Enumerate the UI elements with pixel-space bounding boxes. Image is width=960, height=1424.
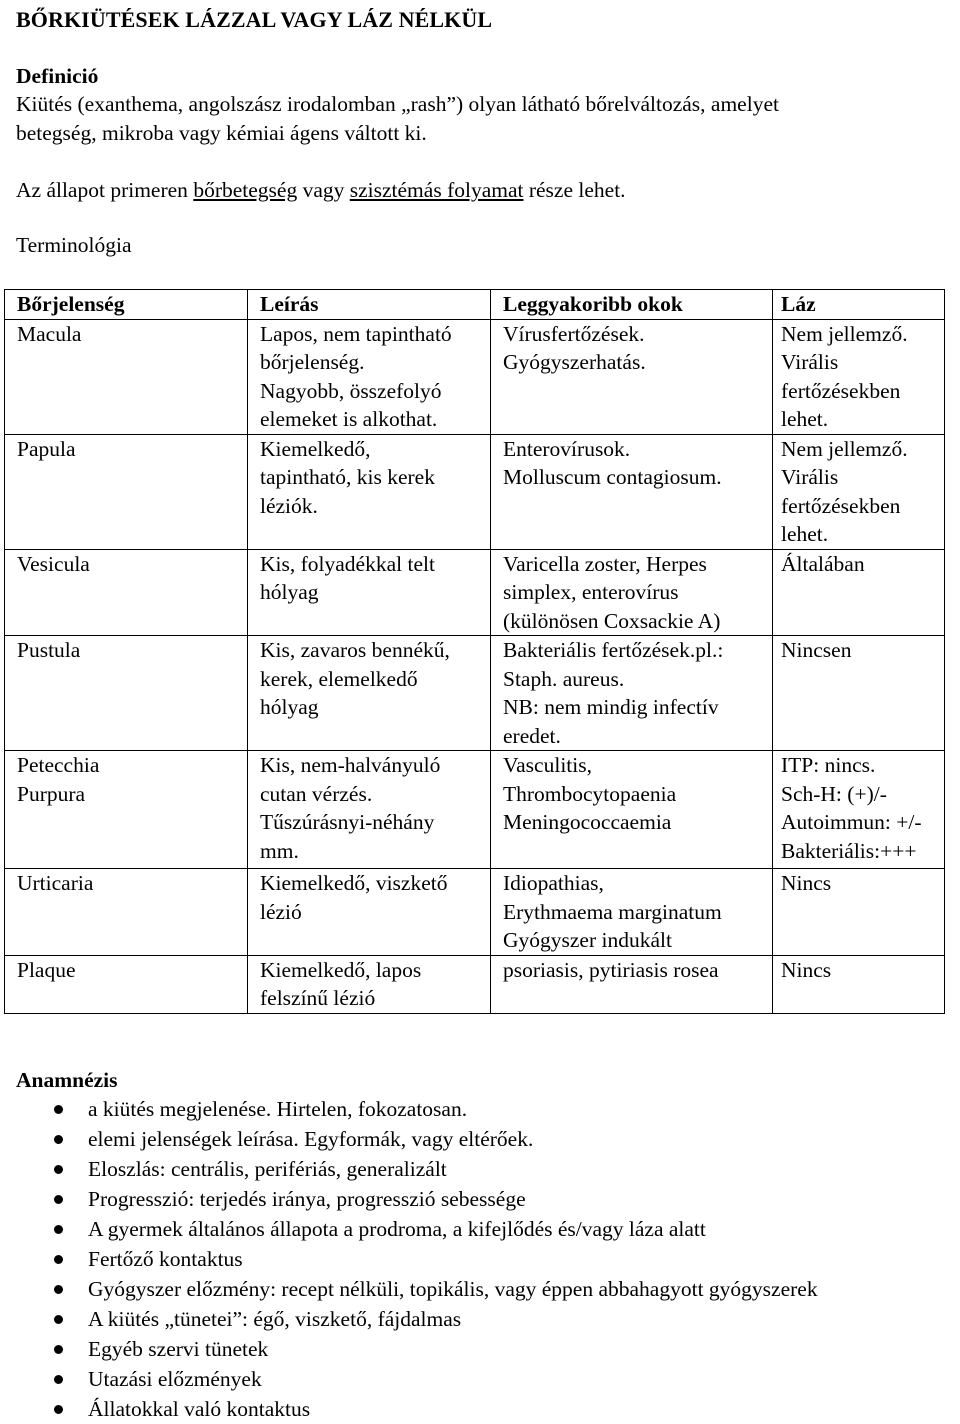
table-row bbox=[5, 549, 945, 636]
list-item bbox=[16, 1184, 818, 1214]
cell-line: Nincsen bbox=[781, 638, 852, 662]
definition-heading: Definició bbox=[16, 64, 99, 88]
table-cell-causes bbox=[491, 549, 773, 636]
cell-line: NB: nem mindig infectív bbox=[503, 695, 719, 719]
header-cell: Láz bbox=[773, 290, 945, 320]
terminology-table bbox=[4, 289, 945, 1014]
cell-line: Vasculitis, bbox=[503, 753, 592, 777]
cell-line: mm. bbox=[260, 838, 299, 863]
cell-line: Urticaria bbox=[17, 871, 94, 895]
cell-line: léziók. bbox=[260, 493, 318, 518]
cell-line: cutan vérzés. bbox=[260, 781, 373, 806]
cell-line: ITP: nincs. bbox=[781, 753, 876, 777]
bullet-icon bbox=[54, 1285, 63, 1294]
cell-line: Kiemelkedő, lapos bbox=[260, 957, 422, 982]
table-row bbox=[5, 955, 945, 1013]
table-cell-name bbox=[5, 636, 248, 751]
cell-line: Bakteriális fertőzések.pl.: bbox=[503, 638, 724, 662]
state-text-mid: vagy bbox=[297, 178, 350, 202]
bullet-icon bbox=[54, 1165, 63, 1174]
cell-line: Kiemelkedő, bbox=[260, 436, 371, 461]
cell-line: Lapos, nem tapintható bbox=[260, 321, 452, 346]
table-row bbox=[5, 636, 945, 751]
header-cell: Bőrjelenség bbox=[5, 290, 248, 320]
cell-line: Nem jellemző. bbox=[781, 436, 908, 461]
table-cell-name bbox=[5, 869, 248, 956]
cell-line: hólyag bbox=[260, 695, 319, 719]
list-item-text: A kiütés „tünetei”: égő, viszkető, fájdalmas bbox=[88, 1307, 462, 1331]
list-item-text: a kiütés megjelenése. Hirtelen, fokozatosan. bbox=[88, 1097, 468, 1121]
table-cell-fever bbox=[773, 636, 945, 751]
cell-line: psoriasis, pytiriasis rosea bbox=[503, 957, 719, 982]
list-item bbox=[16, 1214, 818, 1244]
cell-line: fertőzésekben bbox=[781, 493, 901, 518]
list-item-text: Eloszlás: centrális, perifériás, generalizált bbox=[88, 1157, 447, 1181]
cell-line: Nincs bbox=[781, 957, 832, 982]
list-item bbox=[16, 1094, 818, 1124]
terminology-heading: Terminológia bbox=[16, 233, 132, 257]
list-item bbox=[16, 1244, 818, 1274]
table-row bbox=[5, 434, 945, 549]
cell-line: Macula bbox=[17, 321, 82, 346]
table-cell-desc bbox=[248, 319, 491, 434]
cell-line: Meningococcaemia bbox=[503, 810, 672, 834]
state-sentence bbox=[16, 176, 626, 205]
list-item bbox=[16, 1364, 818, 1394]
cell-line: lézió bbox=[260, 899, 302, 924]
cell-line: Purpura bbox=[17, 781, 86, 806]
cell-line: Nagyobb, összefolyó bbox=[260, 378, 442, 403]
cell-line: Virális bbox=[781, 350, 839, 374]
cell-line: Vírusfertőzések. bbox=[503, 321, 645, 346]
bullet-icon bbox=[54, 1255, 63, 1264]
cell-line: Nem jellemző. bbox=[781, 321, 908, 346]
definition-line-1: Kiütés (exanthema, angolszász irodalomban „rash”) olyan látható bőrelváltozás, amelyet bbox=[16, 92, 779, 116]
anamnesis-heading: Anamnézis bbox=[16, 1068, 118, 1092]
table-cell-causes bbox=[491, 636, 773, 751]
cell-line: Kis, zavaros bennékű, bbox=[260, 638, 450, 662]
cell-line: Petecchia bbox=[17, 753, 100, 777]
cell-line: Bakteriális:+++ bbox=[781, 838, 917, 863]
list-item-text: Progresszió: terjedés iránya, progresszió sebessége bbox=[88, 1187, 526, 1211]
table-cell-desc bbox=[248, 434, 491, 549]
table-cell-fever bbox=[773, 319, 945, 434]
systemic-process-link[interactable]: szisztémás folyamat bbox=[349, 178, 524, 202]
cell-line: Idiopathias, bbox=[503, 871, 604, 895]
cell-line: Gyógyszerhatás. bbox=[503, 350, 646, 374]
table-cell-causes bbox=[491, 751, 773, 869]
list-item-text: Fertőző kontaktus bbox=[88, 1247, 243, 1271]
cell-line: Molluscum contagiosum. bbox=[503, 465, 722, 489]
table-cell-name bbox=[5, 319, 248, 434]
bullet-icon bbox=[54, 1345, 63, 1354]
cell-line: Plaque bbox=[17, 957, 76, 982]
table-cell-fever bbox=[773, 434, 945, 549]
cell-line: tapintható, kis kerek bbox=[260, 465, 435, 489]
cell-line: felszínű lézió bbox=[260, 986, 376, 1010]
skin-disease-link[interactable]: bőrbetegség bbox=[193, 178, 298, 202]
bullet-icon bbox=[54, 1375, 63, 1384]
table-cell-fever bbox=[773, 955, 945, 1013]
table-cell-name bbox=[5, 434, 248, 549]
list-item bbox=[16, 1304, 818, 1334]
definition-line-2: betegség, mikroba vagy kémiai ágens váltott ki. bbox=[16, 120, 427, 145]
table-row bbox=[5, 751, 945, 869]
list-item-text: Utazási előzmények bbox=[88, 1367, 262, 1391]
table-cell-desc bbox=[248, 955, 491, 1013]
list-item bbox=[16, 1124, 818, 1154]
cell-line: elemeket is alkothat. bbox=[260, 407, 438, 431]
cell-line: Varicella zoster, Herpes bbox=[503, 551, 707, 576]
cell-line: simplex, enterovírus bbox=[503, 580, 679, 604]
table-cell-desc bbox=[248, 751, 491, 869]
cell-line: Autoimmun: +/- bbox=[781, 810, 922, 834]
cell-line: Enterovírusok. bbox=[503, 436, 631, 461]
cell-line: Papula bbox=[17, 436, 76, 461]
cell-line: Kis, nem-halványuló bbox=[260, 753, 441, 777]
table-cell-name bbox=[5, 955, 248, 1013]
cell-line: kerek, elemelkedő bbox=[260, 666, 418, 691]
table-cell-causes bbox=[491, 955, 773, 1013]
cell-line: Gyógyszer indukált bbox=[503, 928, 672, 952]
header-cell: Leírás bbox=[248, 290, 491, 320]
table-cell-causes bbox=[491, 319, 773, 434]
list-item-text: Gyógyszer előzmény: recept nélküli, topikális, vagy éppen abbahagyott gyógyszerek bbox=[88, 1277, 818, 1301]
cell-line: Erythmaema marginatum bbox=[503, 899, 722, 924]
cell-line: Virális bbox=[781, 465, 839, 489]
cell-line: (különösen Coxsackie A) bbox=[503, 608, 721, 633]
cell-line: hólyag bbox=[260, 580, 319, 604]
table-cell-fever bbox=[773, 869, 945, 956]
anamnesis-list bbox=[16, 1094, 818, 1424]
document-title: BŐRKIÜTÉSEK LÁZZAL VAGY LÁZ NÉLKÜL bbox=[16, 7, 493, 32]
cell-line: Sch-H: (+)/- bbox=[781, 781, 887, 806]
list-item-text: elemi jelenségek leírása. Egyformák, vagy eltérőek. bbox=[88, 1127, 534, 1151]
list-item bbox=[16, 1274, 818, 1304]
bullet-icon bbox=[54, 1105, 63, 1114]
table-cell-fever bbox=[773, 549, 945, 636]
list-item bbox=[16, 1334, 818, 1364]
cell-line: fertőzésekben bbox=[781, 378, 901, 403]
table-cell-desc bbox=[248, 636, 491, 751]
cell-line: Általában bbox=[781, 551, 865, 576]
cell-line: Tűszúrásnyi-néhány bbox=[260, 810, 435, 834]
cell-line: lehet. bbox=[781, 407, 829, 431]
table-row bbox=[5, 319, 945, 434]
table-cell-causes bbox=[491, 869, 773, 956]
bullet-icon bbox=[54, 1315, 63, 1324]
bullet-icon bbox=[54, 1135, 63, 1144]
table-row bbox=[5, 869, 945, 956]
list-item bbox=[16, 1154, 818, 1184]
table-cell-desc bbox=[248, 549, 491, 636]
list-item-text: A gyermek általános állapota a prodroma, a kifejlődés és/vagy láza alatt bbox=[88, 1217, 706, 1241]
bullet-icon bbox=[54, 1195, 63, 1204]
table-cell-name bbox=[5, 549, 248, 636]
header-cell: Leggyakoribb okok bbox=[491, 290, 773, 320]
state-text-post: része lehet. bbox=[523, 178, 626, 202]
cell-line: Thrombocytopaenia bbox=[503, 781, 677, 806]
definition-text bbox=[16, 90, 936, 147]
table-cell-name bbox=[5, 751, 248, 869]
bullet-icon bbox=[54, 1225, 63, 1234]
list-item-text: Egyéb szervi tünetek bbox=[88, 1337, 269, 1361]
table-cell-desc bbox=[248, 869, 491, 956]
cell-line: bőrjelenség. bbox=[260, 350, 365, 374]
cell-line: Pustula bbox=[17, 638, 81, 662]
table-cell-causes bbox=[491, 434, 773, 549]
state-text-pre: Az állapot primeren bbox=[16, 178, 194, 202]
cell-line: Kis, folyadékkal telt bbox=[260, 551, 435, 576]
table-cell-fever bbox=[773, 751, 945, 869]
table-header-row bbox=[5, 290, 945, 320]
bullet-icon bbox=[54, 1405, 63, 1414]
cell-line: Nincs bbox=[781, 871, 832, 895]
cell-line: Staph. aureus. bbox=[503, 666, 625, 691]
list-item-text: Állatokkal való kontaktus bbox=[88, 1397, 311, 1421]
cell-line: eredet. bbox=[503, 723, 561, 748]
cell-line: lehet. bbox=[781, 522, 829, 546]
cell-line: Kiemelkedő, viszkető bbox=[260, 871, 448, 895]
cell-line: Vesicula bbox=[17, 551, 90, 576]
